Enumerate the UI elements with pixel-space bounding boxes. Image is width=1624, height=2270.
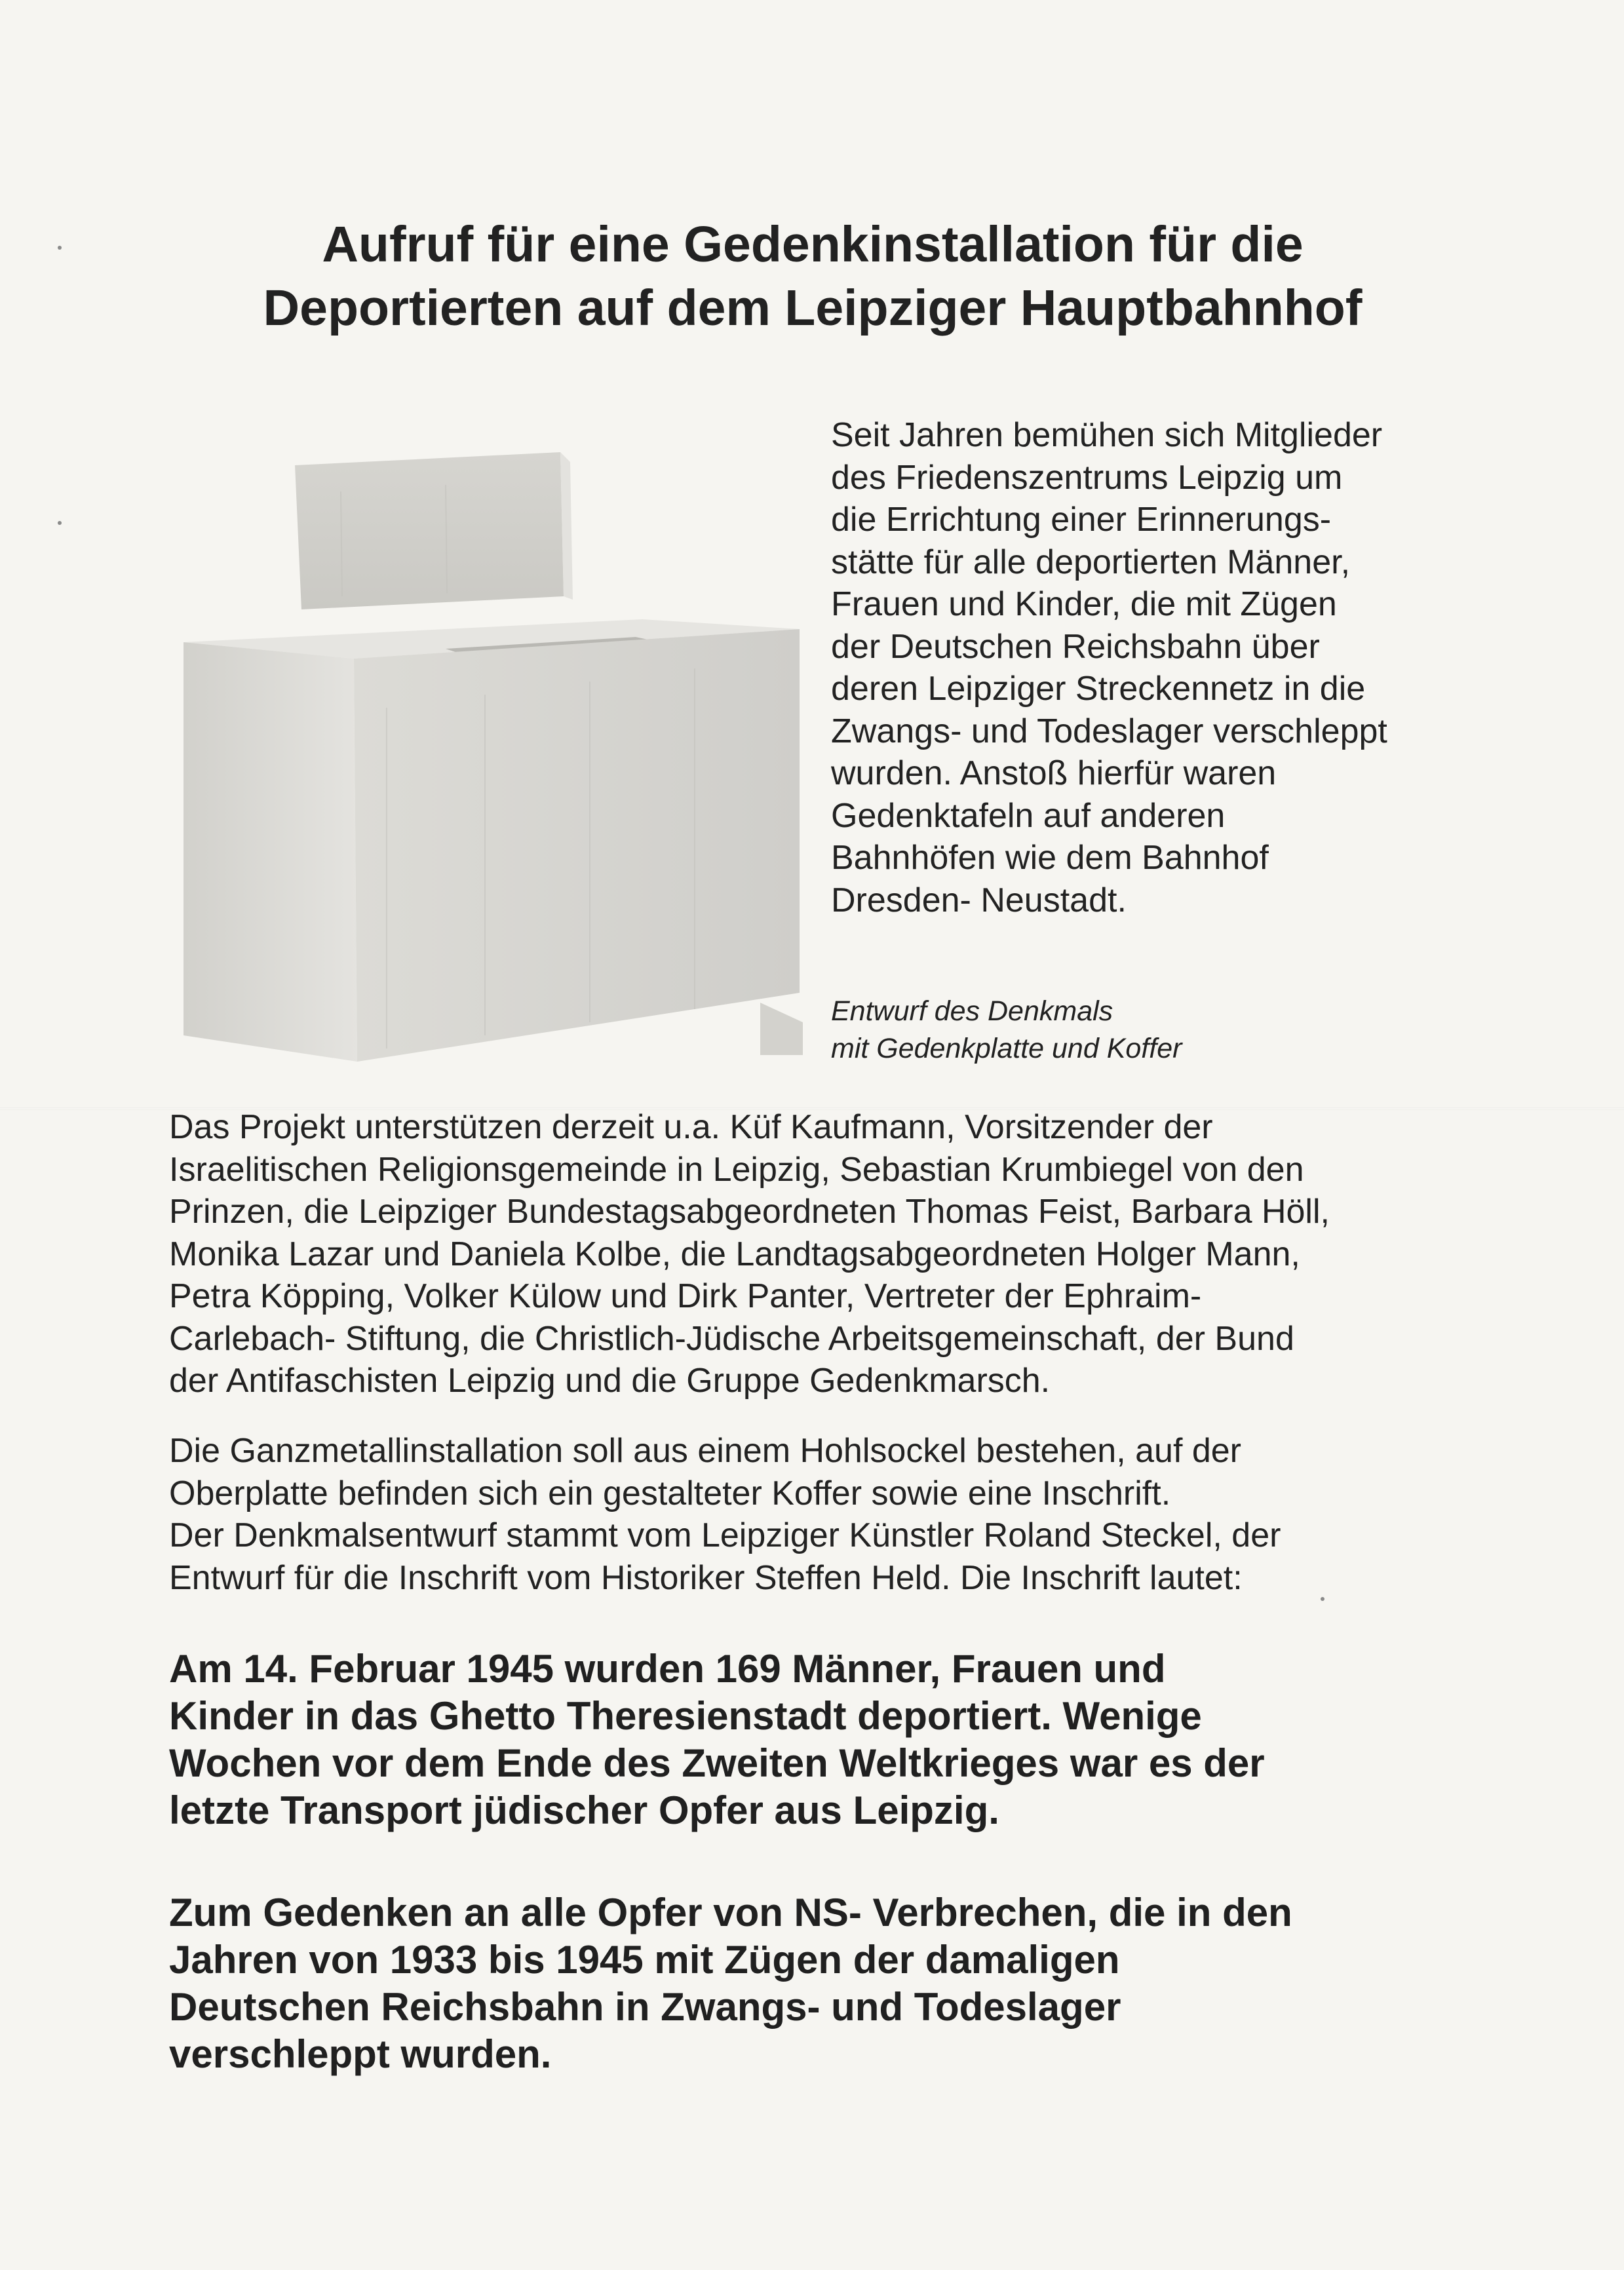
intro-line: Zwangs- und Todeslager verschleppt — [831, 712, 1387, 750]
caption-line: Entwurf des Denkmals — [831, 995, 1113, 1027]
paragraph-line: Monika Lazar und Daniela Kolbe, die Landtagsabgeordneten Holger Mann, — [169, 1235, 1300, 1273]
paper-speck — [1321, 1597, 1324, 1601]
caption-marker-icon — [757, 999, 806, 1058]
paragraph-line: Petra Köpping, Volker Külow und Dirk Panter, Vertreter der Ephraim- — [169, 1277, 1202, 1315]
intro-line: wurden. Anstoß hierfür waren — [831, 754, 1277, 792]
inscription-line: Deutschen Reichsbahn in Zwangs- und Todeslager — [169, 1985, 1121, 2029]
paper-speck — [58, 521, 62, 525]
memorial-front-face — [184, 642, 357, 1062]
inscription-line: verschleppt wurden. — [169, 2032, 552, 2076]
inscription-text-2 — [169, 1889, 1545, 2078]
memorial-design-illustration — [170, 433, 813, 1062]
paragraph-line: der Antifaschisten Leipzig und die Gruppe Gedenkmarsch. — [169, 1362, 1051, 1400]
intro-line: die Errichtung einer Erinnerungs- — [831, 501, 1332, 539]
intro-line: Bahnhöfen wie dem Bahnhof — [831, 839, 1269, 877]
intro-line: der Deutschen Reichsbahn über — [831, 627, 1320, 666]
paragraph-line: Die Ganzmetallinstallation soll aus einem Hohlsockel bestehen, auf der — [169, 1432, 1241, 1470]
memorial-plate-front — [295, 452, 564, 609]
inscription-line: letzte Transport jüdischer Opfer aus Leipzig. — [169, 1788, 999, 1832]
intro-line: stätte für alle deportierten Männer, — [831, 543, 1351, 581]
paragraph-line: Das Projekt unterstützen derzeit u.a. Küf Kaufmann, Vorsitzender der — [169, 1108, 1213, 1146]
inscription-line: Am 14. Februar 1945 wurden 169 Männer, Frauen und — [169, 1647, 1166, 1691]
inscription-line: Zum Gedenken an alle Opfer von NS- Verbrechen, die in den — [169, 1891, 1292, 1934]
paragraph-line: Carlebach- Stiftung, die Christlich-Jüdische Arbeitsgemeinschaft, der Bund — [169, 1319, 1294, 1358]
caption-line: mit Gedenkplatte und Koffer — [831, 1033, 1182, 1064]
page-title — [98, 213, 1527, 340]
intro-text — [831, 414, 1493, 921]
paragraph-line: Entwurf für die Inschrift vom Historiker Steffen Held. Die Inschrift lautet: — [169, 1558, 1243, 1597]
inscription-text-1 — [169, 1645, 1545, 1834]
title-line: Deportierten auf dem Leipziger Hauptbahnhof — [263, 280, 1363, 336]
paragraph-line: Israelitischen Religionsgemeinde in Leipzig, Sebastian Krumbiegel von den — [169, 1150, 1304, 1189]
paragraph-line: Prinzen, die Leipziger Bundestagsabgeordneten Thomas Feist, Barbara Höll, — [169, 1193, 1330, 1231]
paper-speck — [58, 246, 62, 250]
intro-line: Seit Jahren bemühen sich Mitglieder — [831, 416, 1383, 454]
image-caption — [831, 993, 1421, 1068]
intro-line: des Friedenszentrums Leipzig um — [831, 458, 1343, 497]
inscription-line: Kinder in das Ghetto Theresienstadt deportiert. Wenige — [169, 1694, 1202, 1738]
paragraph-line: Der Denkmalsentwurf stammt vom Leipziger Künstler Roland Steckel, der — [169, 1516, 1281, 1554]
intro-line: Dresden- Neustadt. — [831, 881, 1127, 919]
intro-line: Gedenktafeln auf anderen — [831, 796, 1226, 835]
intro-line: Frauen und Kinder, die mit Zügen — [831, 585, 1337, 623]
supporters-paragraph — [169, 1106, 1513, 1402]
memorial-right-face — [354, 629, 800, 1062]
intro-line: deren Leipziger Streckennetz in die — [831, 670, 1366, 708]
paragraph-line: Oberplatte befinden sich ein gestalteter Koffer sowie eine Inschrift. — [169, 1474, 1171, 1512]
inscription-line: Jahren von 1933 bis 1945 mit Zügen der damaligen — [169, 1938, 1120, 1982]
installation-paragraph — [169, 1430, 1513, 1599]
inscription-line: Wochen vor dem Ende des Zweiten Weltkrieges war es der — [169, 1741, 1265, 1785]
title-line: Aufruf für eine Gedenkinstallation für die — [322, 216, 1304, 273]
